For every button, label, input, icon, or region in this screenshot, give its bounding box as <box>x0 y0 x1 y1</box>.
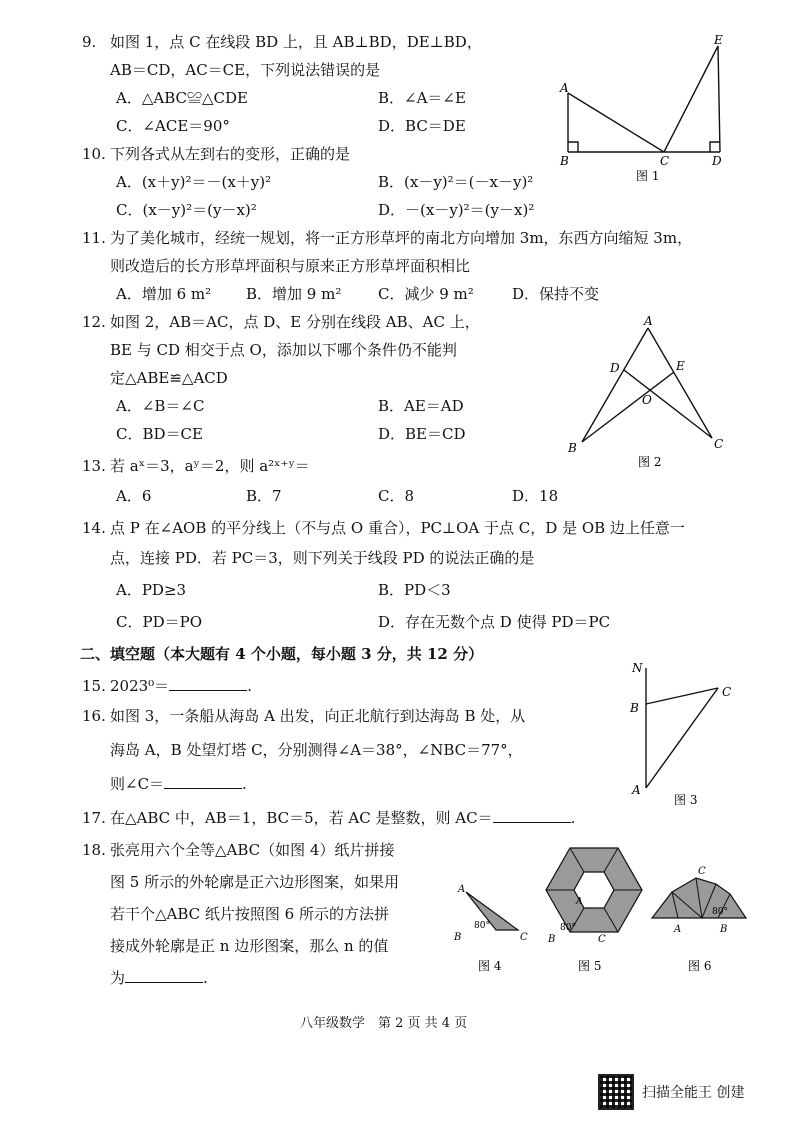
q15-answer-blank[interactable] <box>169 676 247 691</box>
fig2-caption: 图 2 <box>638 455 662 469</box>
q13-option-c: C．8 <box>378 487 415 505</box>
fig1-label-c: C <box>660 154 670 168</box>
question-11: 11. 为了美化城市，经统一规划，将一正方形草坪的南北方向增加 3m，东西方向缩短 3m， <box>82 229 693 247</box>
fig4-label-a: A <box>458 884 466 895</box>
q14-option-b: B．PD＜3 <box>378 581 451 599</box>
q9-option-b: B．∠A＝∠E <box>378 89 466 107</box>
q14-option-d: D．存在无数个点 D 使得 PD＝PC <box>378 613 611 631</box>
question-18-line3: 若干个△ABC 纸片按照图 6 所示的方法拼 <box>110 905 389 923</box>
fig2-label-a: A <box>644 314 653 328</box>
question-16: 16. 如图 3，一条船从海岛 A 出发，向正北航行到达海岛 B 处，从 <box>82 707 526 725</box>
fig5-label-b: B <box>548 934 556 945</box>
fig5-label-a: A <box>576 897 583 907</box>
fig6-caption: 图 6 <box>688 959 712 973</box>
question-16-line2: 海岛 A，B 处望灯塔 C，分别测得∠A＝38°，∠NBC＝77°， <box>110 741 523 759</box>
q12-option-d: D．BE＝CD <box>378 425 466 443</box>
fig3-label-a: A <box>632 783 641 797</box>
fig1-label-d: D <box>712 154 722 168</box>
fig5-label-c: C <box>598 934 606 945</box>
question-12-line3: 定△ABE≌△ACD <box>110 369 228 387</box>
fig6-label-c: C <box>698 866 706 877</box>
q11-option-d: D．保持不变 <box>512 285 600 303</box>
fig1-label-e: E <box>714 33 723 47</box>
fig4-angle: 80° <box>474 921 490 931</box>
fig6-angle: 80° <box>712 907 728 917</box>
fig6-label-b: B <box>720 924 728 935</box>
fig3-label-c: C <box>722 685 732 699</box>
fig6-label-a: A <box>674 924 682 935</box>
figure-1 <box>548 30 738 190</box>
scanner-watermark-text: 扫描全能王 创建 <box>642 1085 745 1101</box>
question-18: 18. 张亮用六个全等△ABC（如图 4）纸片拼接 <box>82 841 395 859</box>
scanner-watermark <box>598 1074 744 1110</box>
q11-option-b: B．增加 9 m² <box>246 285 342 303</box>
question-10: 10. 下列各式从左到右的变形，正确的是 <box>82 145 351 163</box>
question-18-line2: 图 5 所示的外轮廓是正六边形图案，如果用 <box>110 873 400 891</box>
qr-code-icon <box>598 1074 634 1110</box>
q9-option-d: D．BC＝DE <box>378 117 466 135</box>
q10-option-d: D．－(x－y)²＝(y－x)² <box>378 201 535 219</box>
q12-option-a: A．∠B＝∠C <box>116 397 205 415</box>
question-17: 17. 在△ABC 中，AB＝1，BC＝5，若 AC 是整数，则 AC＝ . <box>82 809 576 827</box>
q9-option-a: A．△ABC≌△CDE <box>116 89 248 107</box>
fig1-label-b: B <box>560 154 569 168</box>
q14-option-c: C．PD＝PO <box>116 613 202 631</box>
fig2-label-c: C <box>714 437 724 451</box>
question-13: 13. 若 aˣ＝3，aʸ＝2，则 a²ˣ⁺ʸ＝ <box>82 457 310 475</box>
q10-option-c: C．(x－y)²＝(y－x)² <box>116 201 257 219</box>
page-footer: 八年级数学 第 2 页 共 4 页 <box>300 1016 468 1031</box>
q13-option-b: B．7 <box>246 487 282 505</box>
figure-5 <box>546 848 642 973</box>
fig3-label-n: N <box>632 661 643 675</box>
q12-option-b: B．AE＝AD <box>378 397 464 415</box>
figures-4-5-6 <box>448 846 758 976</box>
fig2-label-o: O <box>642 393 652 407</box>
q11-option-c: C．减少 9 m² <box>378 285 474 303</box>
question-18-line5: 为 . <box>110 969 208 987</box>
figure-2 <box>560 314 740 472</box>
q10-option-a: A．(x＋y)²＝－(x＋y)² <box>116 173 272 191</box>
question-14: 14. 点 P 在∠AOB 的平分线上（不与点 O 重合），PC⊥OA 于点 C，D 是 OB 边上任意一 <box>82 519 685 537</box>
q18-answer-blank[interactable] <box>125 968 203 983</box>
question-12-line2: BE 与 CD 相交于点 O，添加以下哪个条件仍不能判 <box>110 341 457 359</box>
fig1-caption: 图 1 <box>636 169 660 183</box>
question-9-line2: AB＝CD，AC＝CE，下列说法错误的是 <box>110 61 381 79</box>
fig5-caption: 图 5 <box>578 959 602 973</box>
fig1-label-a: A <box>560 81 569 95</box>
q9-option-c: C．∠ACE＝90° <box>116 117 230 135</box>
fig4-label-c: C <box>520 932 528 943</box>
q17-answer-blank[interactable] <box>493 808 571 823</box>
q16-answer-blank[interactable] <box>164 774 242 789</box>
figure-4 <box>453 884 528 973</box>
question-14-line2: 点，连接 PD．若 PC＝3，则下列关于线段 PD 的说法正确的是 <box>110 549 535 567</box>
question-15: 15. 2023⁰＝ . <box>82 677 252 695</box>
question-9: 9. 如图 1，点 C 在线段 BD 上，且 AB⊥BD，DE⊥BD， <box>82 33 482 51</box>
q11-option-a: A．增加 6 m² <box>116 285 212 303</box>
q13-option-d: D．18 <box>512 487 559 505</box>
q13-option-a: A．6 <box>116 487 152 505</box>
question-18-line4: 接成外轮廓是正 n 边形图案，那么 n 的值 <box>110 937 389 955</box>
fig2-label-d: D <box>610 361 620 375</box>
question-16-line3: 则∠C＝ . <box>110 775 247 793</box>
fig2-label-e: E <box>676 359 685 373</box>
section-fill-in-heading: 二、填空题（本大题有 4 个小题，每小题 3 分，共 12 分） <box>80 645 484 663</box>
q14-option-a: A．PD≥3 <box>116 581 187 599</box>
fig5-angle: 80° <box>560 923 576 933</box>
question-12: 12. 如图 2，AB＝AC，点 D、E 分别在线段 AB、AC 上， <box>82 313 480 331</box>
figure-3 <box>622 658 752 808</box>
figure-6 <box>652 866 746 973</box>
q10-option-b: B．(x－y)²＝(－x－y)² <box>378 173 534 191</box>
fig2-label-b: B <box>568 441 577 455</box>
fig4-label-b: B <box>454 932 462 943</box>
fig3-label-b: B <box>630 701 639 715</box>
question-11-line2: 则改造后的长方形草坪面积与原来正方形草坪面积相比 <box>110 257 471 275</box>
q12-option-c: C．BD＝CE <box>116 425 203 443</box>
fig3-caption: 图 3 <box>674 793 698 807</box>
fig4-caption: 图 4 <box>478 959 502 973</box>
